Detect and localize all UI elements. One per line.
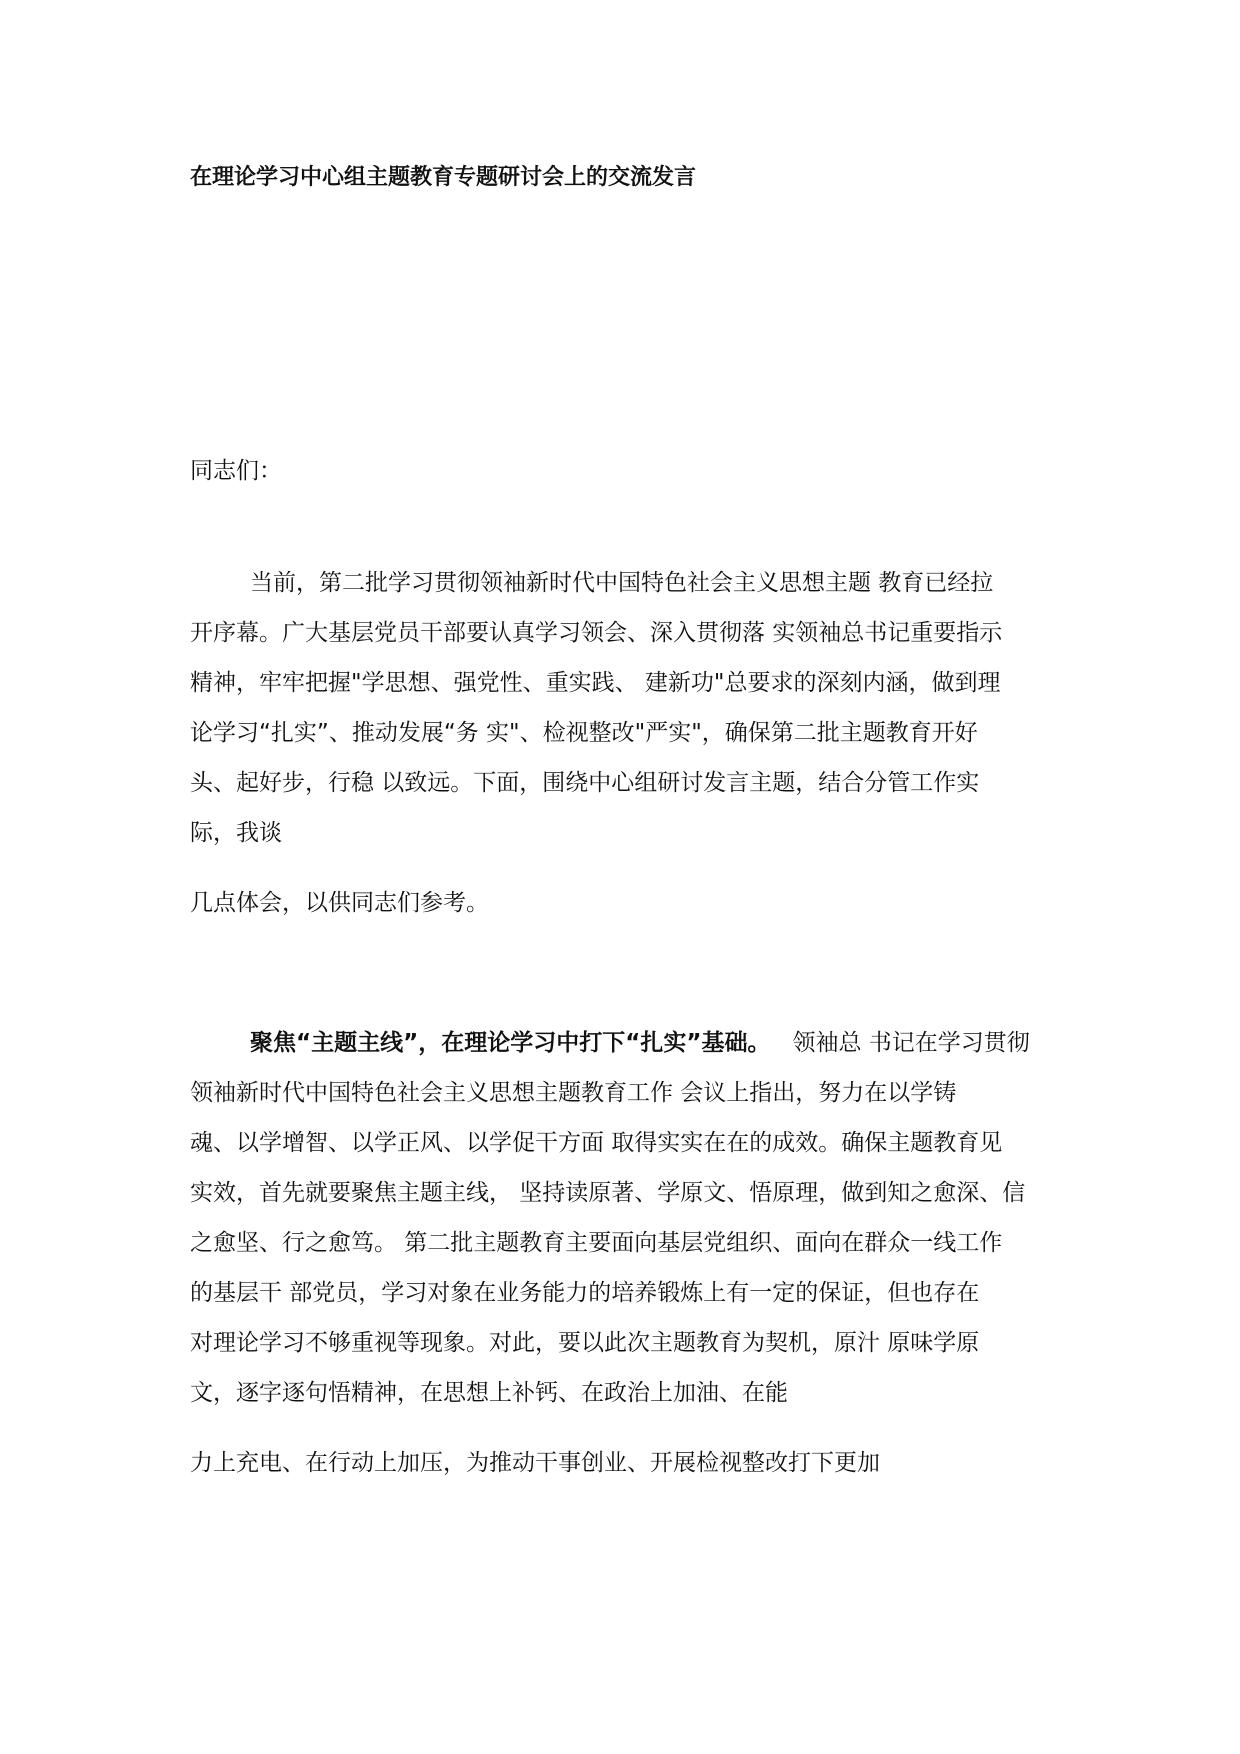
para2-line: 之愈坚、行之愈笃。 第二批主题教育主要面向基层党组织、面向在群众一线工作 xyxy=(190,1230,1003,1256)
para1-line: 头、起好步，行稳 以致远。下面，围绕中心组研讨发言主题，结合分管工作实 xyxy=(190,770,980,796)
para2-line: 魂、以学增智、以学正风、以学促干方面 取得实实在在的成效。确保主题教育见 xyxy=(190,1130,1003,1156)
salutation: 同志们： xyxy=(190,458,282,484)
para2-first-line-rest: 领袖总 书记在学习贯彻 xyxy=(792,1030,1030,1056)
para2-line: 领袖新时代中国特色社会主义思想主题教育工作 会议上指出，努力在以学铸 xyxy=(190,1080,957,1106)
para2-line: 的基层干 部党员，学习对象在业务能力的培养锻炼上有一定的保证，但也存在 xyxy=(190,1280,980,1306)
para1-tail: 几点体会，以供同志们参考。 xyxy=(190,890,489,916)
para2-first-line xyxy=(250,1032,1030,1055)
para2-line: 实效，首先就要聚焦主题主线， 坚持读原著、学原文、悟原理，做到知之愈深、信 xyxy=(190,1180,1026,1206)
para2-line: 文，逐字逐句悟精神，在思想上补钙、在政治上加油、在能 xyxy=(190,1380,788,1406)
para2-heading: 聚焦“主题主线”，在理论学习中打下“扎实”基础。 xyxy=(250,1030,771,1056)
para1-line: 论学习“扎实”、推动发展“务 实"、检视整改"严实"，确保第二批主题教育开好 xyxy=(190,720,978,746)
para1-line: 际，我谈 xyxy=(190,820,282,846)
para2-line: 对理论学习不够重视等现象。对此，要以此次主题教育为契机，原汁 原味学原 xyxy=(190,1330,980,1356)
para1-line: 开序幕。广大基层党员干部要认真学习领会、深入贯彻落 实领袖总书记重要指示 xyxy=(190,620,1003,646)
document-title: 在理论学习中心组主题教育专题研讨会上的交流发言 xyxy=(190,165,697,190)
para1-line: 当前，第二批学习贯彻领袖新时代中国特色社会主义思想主题 教育已经拉 xyxy=(250,570,994,596)
para1-line: 精神，牢牢把握"学思想、强党性、重实践、 建新功"总要求的深刻内涵，做到理 xyxy=(190,670,1001,696)
para2-tail: 力上充电、在行动上加压，为推动干事创业、开展检视整改打下更加 xyxy=(190,1450,880,1476)
